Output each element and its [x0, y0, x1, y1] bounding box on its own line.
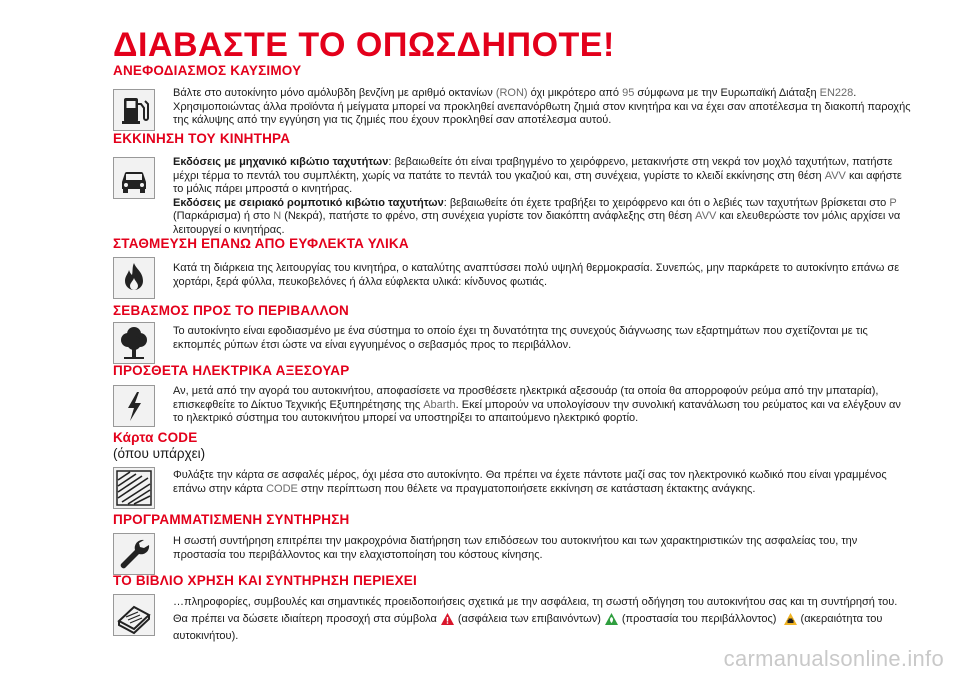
fuel-text: Βάλτε στο αυτοκίνητο μόνο αμόλυβδη βενζίνη με αριθμό οκτανίων (RON) όχι μικρότερο από 95 σύμφωνα με την Ευρωπαϊκή Διάταξη EN228. Χρησιμοποιώντας άλλα προϊόντα ή μείγματα μπορεί να προκληθεί ανεπανόρθωτη ζημιά στον κινητήρα και να έχει σαν αποτέλεσμα τη διακοπή παροχής της κάλυψης από την εγγύηση για τις ζημιές που έχουν προκληθεί σαν αποτέλεσμα αυτού.	[173, 87, 911, 126]
flame-icon	[113, 257, 155, 299]
environment-warning-icon	[604, 612, 619, 626]
maintenance-text: Η σωστή συντήρηση επιτρέπει την μακροχρόνια διατήρηση των επιδόσεων του αυτοκινήτου και των χαρακτηριστικών της ασφαλείας του, την προστασία του περιβάλλοντος και την ελαχιστοποίηση του κόστους κίνησης.	[173, 535, 858, 561]
code-card-heading: Κάρτα CODE	[113, 430, 198, 445]
parking-text: Κατά τη διάρκεια της λειτουργίας του κινητήρα, ο καταλύτης αναπτύσσει πολύ υψηλή θερμοκρασία. Συνεπώς, μην παρκάρετε το αυτοκίνητο επάνω σε χορτάρι, ξερά φύλλα, πευκοβελόνες ή άλλα εύφλεκτα υλικά: κίνδυνος φωτιάς.	[173, 262, 900, 288]
safety-warning-icon	[440, 612, 455, 626]
accessories-heading: ΠΡΟΣΘΕΤΑ ΗΛΕΚΤΡΙΚΑ ΑΞΕΣΟΥΑΡ	[113, 363, 350, 378]
environment-text: Το αυτοκίνητο είναι εφοδιασμένο με ένα σύστημα το οποίο έχει τη δυνατότητα της συνεχούς διάγνωσης των εξαρτημάτων που σχετίζονται με τις εκπομπές ρύπων έτσι ώστε να είναι εγγυημένος ο σεβασμός προς το περιβάλλον.	[173, 325, 868, 351]
start-heading: ΕΚΚΙΝΗΣΗ ΤΟΥ ΚΙΝΗΤΗΡΑ	[113, 131, 291, 146]
fuel-pump-icon	[113, 89, 155, 131]
maintenance-heading: ΠΡΟΓΡΑΜΜΑΤΙΣΜΕΝΗ ΣΥΝΤΗΡΗΣΗ	[113, 512, 350, 527]
environment-heading: ΣΕΒΑΣΜΟΣ ΠΡΟΣ ΤΟ ΠΕΡΙΒΑΛΛΟΝ	[113, 303, 349, 318]
start-text: Εκδόσεις με μηχανικό κιβώτιο ταχυτήτων: βεβαιωθείτε ότι είναι τραβηγμένο το χειρόφρενο, μετακινήστε στη νεκρά τον μοχλό ταχυτήτων, πατήστε μέχρι τέρμα το πεντάλ του συμπλέκτη, χωρίς να πατάτε το πεντάλ του γκαζιού και, στη συνέχεια, γυρίστε το κλειδί εκκίνησης στη θέση AVV και αφήστε το μόλις πάρει μπροστά ο κινητήρας. Εκδόσεις με σειριακό ρομποτικό κιβώτιο ταχυτήτων: βεβαιωθείτε ότι έχετε τραβήξει το χειρόφρενο και ότι ο λεβιές των ταχυτήτων βρίσκεται στο P (Παρκάρισμα) ή στο N (Νεκρά), πατήστε το φρένο, στη συνέχεια γυρίστε τον διακόπτη ανάφλεξης στη θέση AVV και ελευθερώστε τον μόλις αρχίσει να λειτουργεί ο κινητήρας.	[173, 156, 902, 236]
parking-heading: ΣΤΑΘΜΕΥΣΗ ΕΠΑΝΩ ΑΠΟ ΕΥΦΛΕΚΤΑ ΥΛΙΚΑ	[113, 236, 409, 251]
wrench-icon	[113, 533, 155, 575]
accessories-text: Αν, μετά από την αγορά του αυτοκινήτου, αποφασίσετε να προσθέσετε ηλεκτρικά αξεσουάρ (τα οποία θα απορροφούν ρεύμα από την μπαταρία), επισκεφθείτε το Δίκτυο Τεχνικής Εξυπηρέτησης της Abarth. Εκεί μπορούν να υπολογίσουν την συνολική κατανάλωση του ρεύματος και να ελέγξουν αν το ηλεκτρικό σύστημα του αυτοκινήτου μπορεί να υποστηρίξει το απαιτούμενο ηλεκτρικό φορτίο.	[173, 385, 901, 424]
car-front-icon	[113, 157, 155, 199]
code-card-text: Φυλάξτε την κάρτα σε ασφαλές μέρος, όχι μέσα στο αυτοκίνητο. Θα πρέπει να έχετε πάντοτε μαζί σας τον ηλεκτρονικό κωδικό που είναι γραμμένος επάνω στην κάρτα CODE στην περίπτωση που θέλετε να πραγματοποιήσετε εκκίνηση σε κατάσταση έκτακτης ανάγκης.	[173, 469, 887, 495]
watermark: carmanualsonline.info	[723, 646, 944, 671]
lightning-bolt-icon	[113, 385, 155, 427]
vehicle-warning-icon	[783, 612, 798, 626]
book-icon	[113, 594, 155, 636]
tree-icon	[113, 322, 155, 364]
fuel-heading: ΑΝΕΦΟΔΙΑΣΜΟΣ ΚΑΥΣΙΜΟΥ	[113, 63, 302, 78]
page-title: ΔΙΑΒΑΣΤΕ ΤΟ ΟΠΩΣΔΗΠΟΤΕ!	[113, 26, 615, 64]
card-icon	[113, 467, 155, 509]
book-heading: ΤΟ ΒΙΒΛΙΟ ΧΡΗΣΗ ΚΑΙ ΣΥΝΤΗΡΗΣΗ ΠΕΡΙΕΧΕΙ	[113, 573, 417, 588]
code-card-subheading: (όπου υπάρχει)	[113, 446, 206, 461]
book-text: …πληροφορίες, συμβουλές και σημαντικές προειδοποιήσεις σχετικά με την ασφάλεια, τη σωστή οδήγηση του αυτοκινήτου σας και τη συντήρησή του. Θα πρέπει να δώσετε ιδιαίτερη προσοχή στα σύμβολα (ασφάλεια των επιβαινόντων) (προστασία του περιβάλλοντος) (ακεραιότητα του αυτοκινήτου).	[173, 596, 898, 642]
